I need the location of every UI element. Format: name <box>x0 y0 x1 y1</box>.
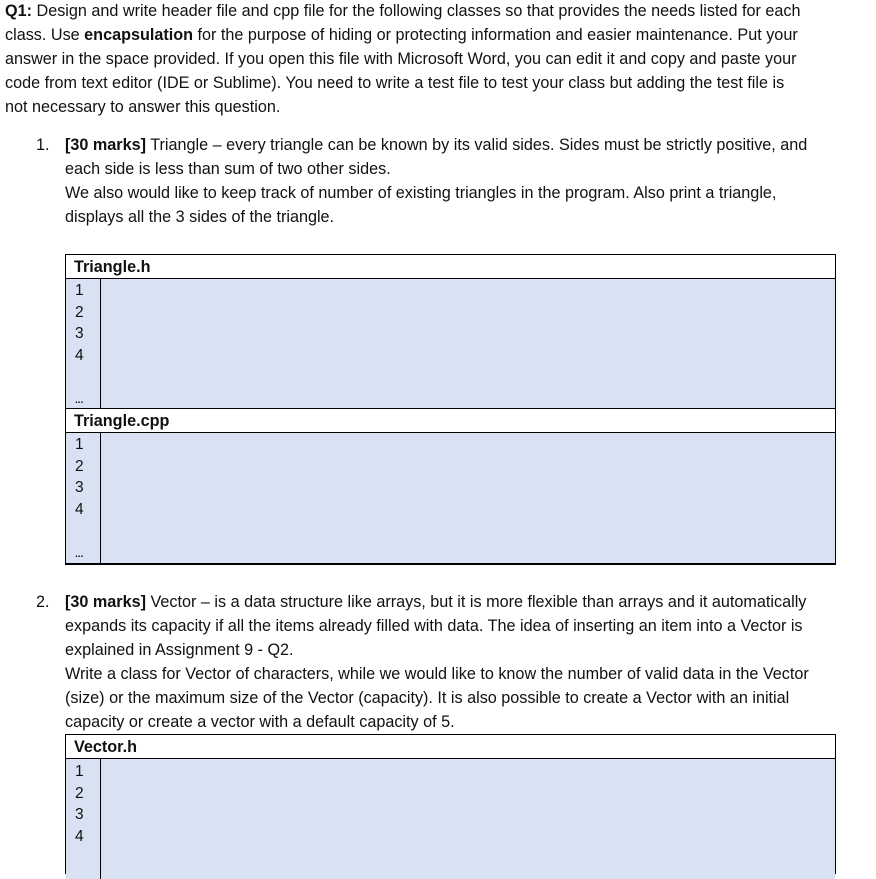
item-2-line-2: expands its capacity if all the items already filled with data. The idea of inserting an item into a Vector is <box>65 617 803 635</box>
item-1-line-4: displays all the 3 sides of the triangle. <box>65 208 335 226</box>
line-number-gutter <box>66 759 101 879</box>
item-1-line-2: each side is less than sum of two other sides. <box>65 160 391 178</box>
question-line-1: Q1: Design and write header file and cpp file for the following classes so that provides the needs listed for each <box>5 2 801 20</box>
triangle-h-title: Triangle.h <box>66 255 835 279</box>
question-line-2: class. Use encapsulation for the purpose of hiding or protecting information and easier maintenance. Put your <box>5 26 798 44</box>
line-number-ellipsis: ... <box>75 395 84 406</box>
line-number: 1 <box>75 436 84 453</box>
line-number: 3 <box>75 325 84 342</box>
item-2-line-4: Write a class for Vector of characters, while we would like to know the number of valid data in the Vector <box>65 665 809 683</box>
vector-h-title: Vector.h <box>66 735 835 759</box>
triangle-cpp-body <box>66 433 835 563</box>
line-number: 2 <box>75 458 84 475</box>
item-2-line-5: (size) or the maximum size of the Vector (capacity). It is also possible to create a Vector with an initial <box>65 689 790 707</box>
line-number: 2 <box>75 304 84 321</box>
item-1-number: 1. <box>36 136 50 154</box>
encapsulation-keyword: encapsulation <box>84 26 194 44</box>
item-1-line-3: We also would like to keep track of number of existing triangles in the program. Also print a triangle, <box>65 184 777 202</box>
question-label: Q1: <box>5 2 32 20</box>
question-line-3: answer in the space provided. If you open this file with Microsoft Word, you can edit it and copy and paste your <box>5 50 797 68</box>
vector-h-body <box>66 759 835 879</box>
item-2-line-6: capacity or create a vector with a default capacity of 5. <box>65 713 455 731</box>
item-1-line-1: [30 marks] Triangle – every triangle can be known by its valid sides. Sides must be strictly positive, and <box>65 136 808 154</box>
item-2-line-1: [30 marks] Vector – is a data structure like arrays, but it is more flexible than arrays and it automatically <box>65 593 807 611</box>
line-number: 3 <box>75 806 84 823</box>
question-line-4: code from text editor (IDE or Sublime). You need to write a test file to test your class but adding the test file is <box>5 74 785 92</box>
line-number-gutter <box>66 279 101 408</box>
triangle-cpp-title: Triangle.cpp <box>66 409 835 433</box>
line-number: 2 <box>75 785 84 802</box>
item-1-marks: [30 marks] <box>65 136 146 154</box>
triangle-h-code-area[interactable] <box>101 279 835 408</box>
line-number: 4 <box>75 828 84 845</box>
question-line-5: not necessary to answer this question. <box>5 98 281 116</box>
line-number: 4 <box>75 501 84 518</box>
line-number: 1 <box>75 763 84 780</box>
triangle-h-body <box>66 279 835 408</box>
line-number: 3 <box>75 479 84 496</box>
triangle-h-box <box>65 254 836 409</box>
line-number: 4 <box>75 347 84 364</box>
vector-h-box <box>65 734 836 874</box>
triangle-cpp-box <box>65 408 836 565</box>
vector-h-code-area[interactable] <box>101 759 835 879</box>
item-2-line-3: explained in Assignment 9 - Q2. <box>65 641 294 659</box>
line-number-gutter <box>66 433 101 563</box>
line-number: 1 <box>75 282 84 299</box>
item-2-marks: [30 marks] <box>65 593 146 611</box>
triangle-cpp-code-area[interactable] <box>101 433 835 563</box>
line-number-ellipsis: ... <box>75 549 84 560</box>
item-2-number: 2. <box>36 593 50 611</box>
